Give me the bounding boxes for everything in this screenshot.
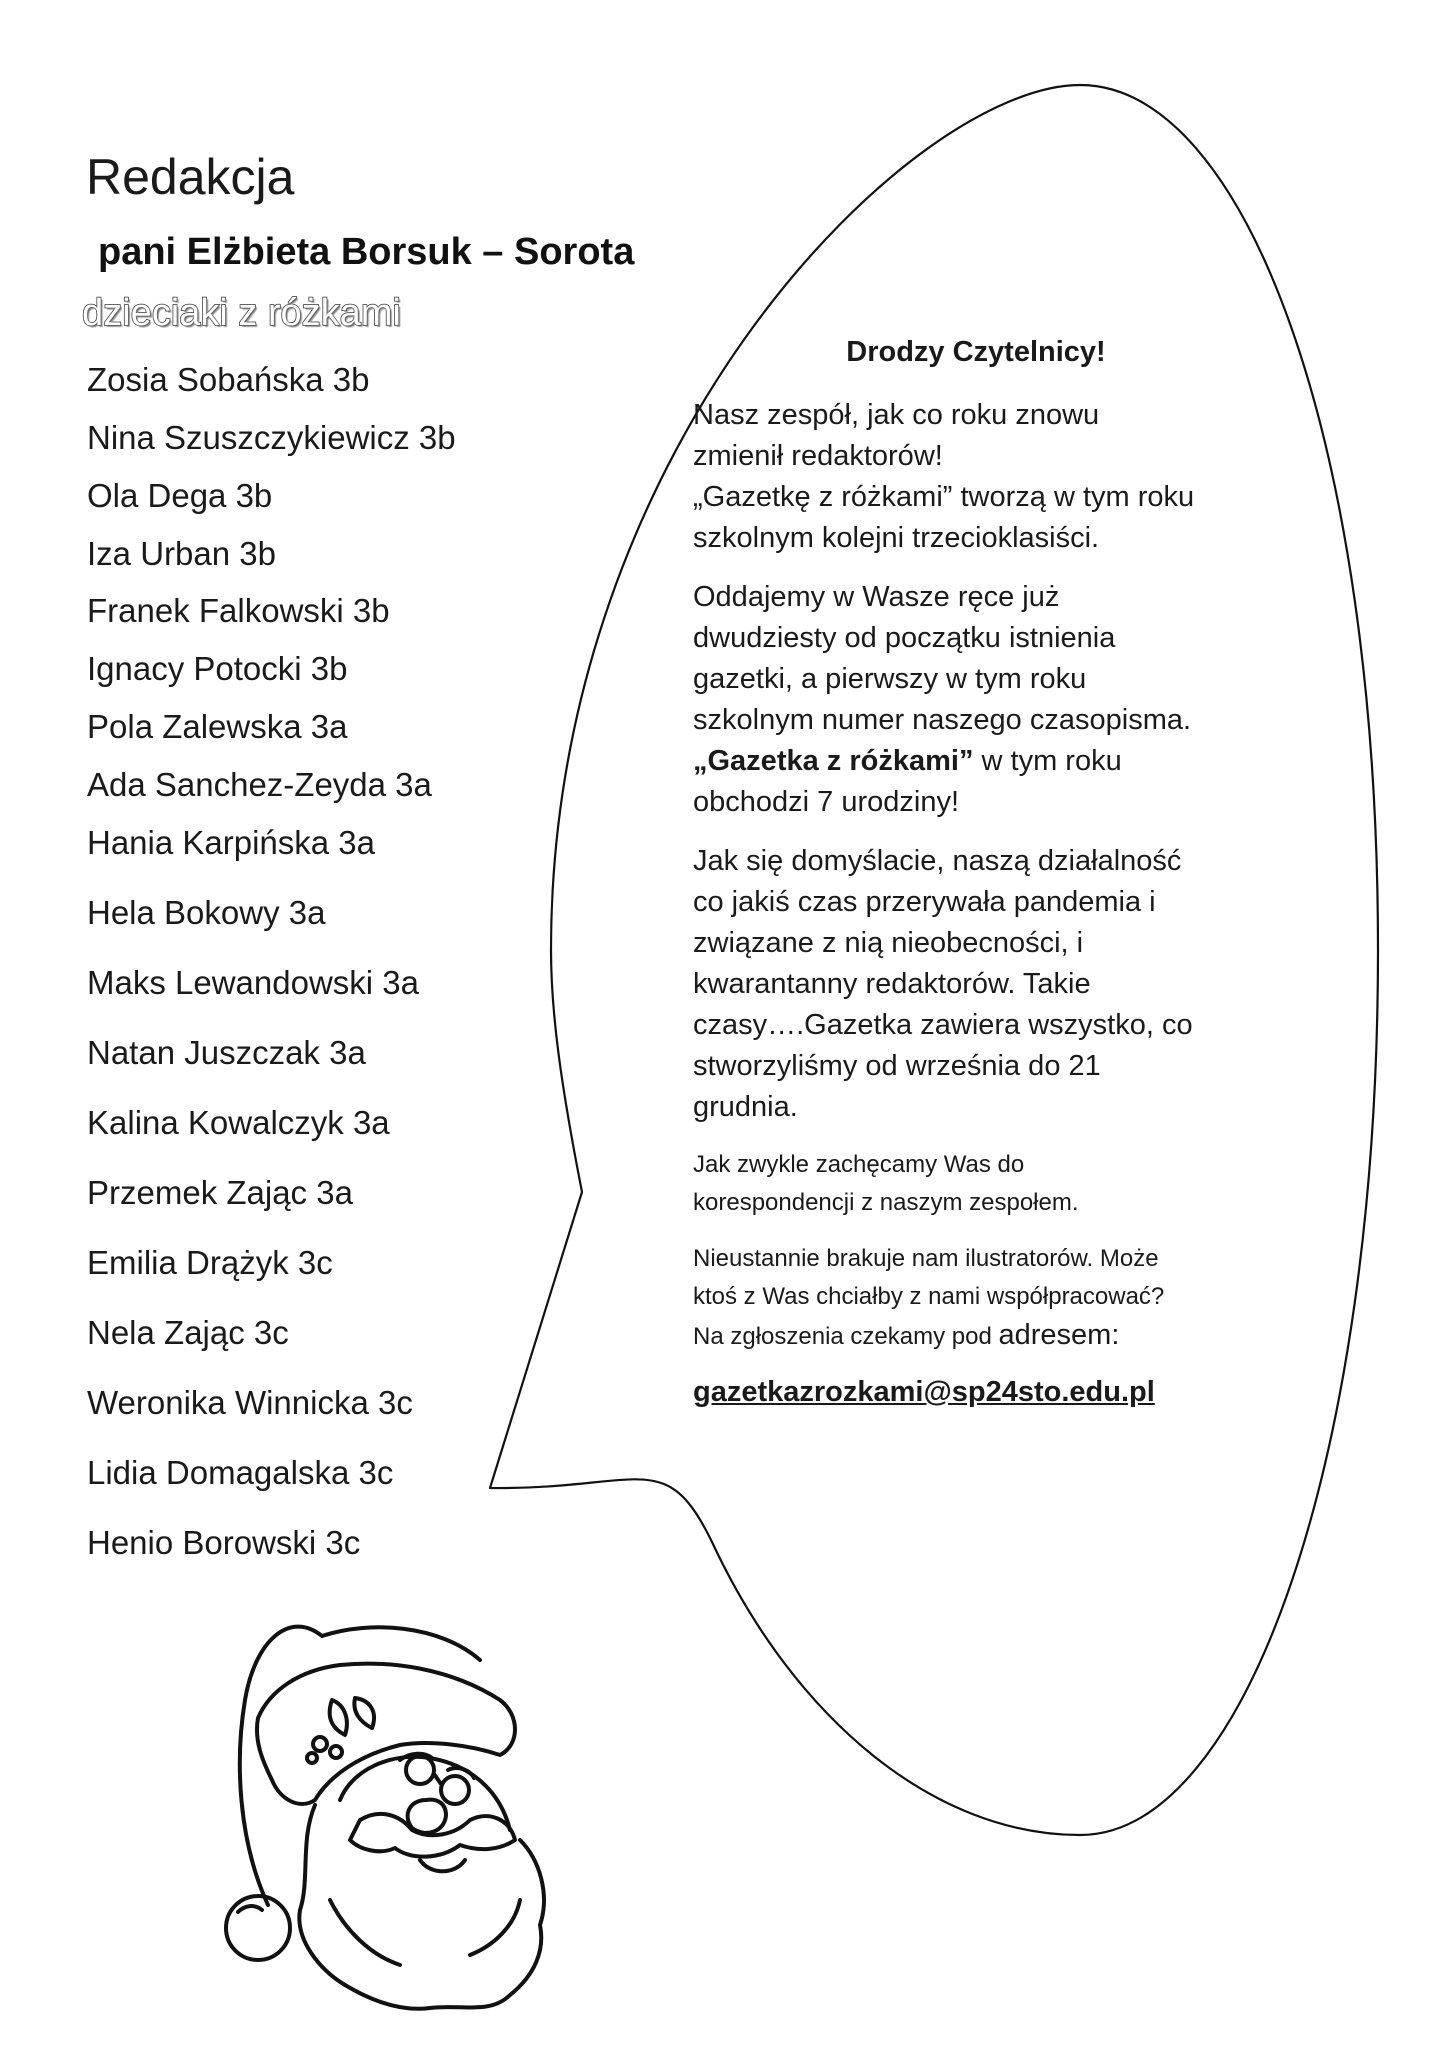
contact-email-link[interactable]: gazetkazrozkami@sp24sto.edu.pl xyxy=(693,1376,1155,1408)
member-item: Iza Urban 3b xyxy=(87,535,276,572)
member-item: Maks Lewandowski 3a xyxy=(87,964,419,1001)
member-item: Hela Bokowy 3a xyxy=(87,894,326,931)
member-item: Ola Dega 3b xyxy=(87,477,273,514)
member-item: Ignacy Potocki 3b xyxy=(87,650,348,687)
text-line: Oddajemy w Wasze ręce już xyxy=(693,581,1060,613)
text-line: ktoś z Was chciałby z nami współpracować? xyxy=(693,1283,1165,1310)
text-line: korespondencji z naszym zespołem. xyxy=(693,1189,1079,1216)
address-word: adresem: xyxy=(998,1319,1120,1351)
text-line: obchodzi 7 urodziny! xyxy=(693,786,959,818)
text-line: kwarantanny redaktorów. Takie xyxy=(693,968,1091,1000)
page-title: Redakcja xyxy=(86,149,295,205)
member-item: Pola Zalewska 3a xyxy=(87,708,348,745)
text-fragment: w tym roku xyxy=(973,745,1122,777)
team-subtitle: dzieciaki z różkami xyxy=(82,292,401,334)
member-item: Weronika Winnicka 3c xyxy=(87,1384,413,1421)
text-line: Nasz zespół, jak co roku znowu xyxy=(693,399,1100,431)
nose-icon xyxy=(408,1800,446,1833)
text-line: czasy….Gazetka zawiera wszystko, co xyxy=(693,1009,1193,1041)
member-item: Natan Juszczak 3a xyxy=(87,1034,366,1071)
text-line: szkolnym numer naszego czasopisma. xyxy=(693,704,1192,736)
text-line: Jak zwykle zachęcamy Was do xyxy=(693,1151,1025,1178)
member-item: Nela Zając 3c xyxy=(87,1314,289,1351)
member-item: Henio Borowski 3c xyxy=(87,1524,361,1561)
greeting-heading: Drodzy Czytelnicy! xyxy=(846,336,1106,368)
member-item: Hania Karpińska 3a xyxy=(87,824,376,861)
text-line: związane z nią nieobecności, i xyxy=(693,927,1084,959)
text-line: grudnia. xyxy=(693,1091,798,1123)
gazette-name: „Gazetka z różkami” xyxy=(693,745,974,777)
text-line: „Gazetkę z różkami” tworzą w tym roku xyxy=(693,481,1195,513)
text-line: gazetki, a pierwszy w tym roku xyxy=(693,663,1087,695)
text-line: dwudziesty od początku istnienia xyxy=(693,622,1116,654)
member-item: Nina Szuszczykiewicz 3b xyxy=(87,419,456,456)
member-item: Kalina Kowalczyk 3a xyxy=(87,1104,390,1141)
text-line: stworzyliśmy od września do 21 xyxy=(693,1050,1101,1082)
member-item: Emilia Drążyk 3c xyxy=(87,1244,333,1281)
text-fragment: Na zgłoszenia czekamy pod xyxy=(693,1323,999,1350)
holly-icon xyxy=(330,1700,347,1735)
text-line: co jakiś czas przerywała pandemia i xyxy=(693,886,1156,918)
member-item: Franek Falkowski 3b xyxy=(87,592,390,629)
text-line: Nieustannie brakuje nam ilustratorów. Może xyxy=(693,1245,1159,1272)
text-line: zmienił redaktorów! xyxy=(693,440,943,472)
text-line: Jak się domyślacie, naszą działalność xyxy=(693,845,1182,877)
member-item: Zosia Sobańska 3b xyxy=(87,361,370,398)
hat-icon xyxy=(240,1627,322,1905)
editor-name: pani Elżbieta Borsuk – Sorota xyxy=(98,231,635,273)
member-item: Przemek Zając 3a xyxy=(87,1174,353,1211)
text-line: szkolnym kolejni trzecioklasiści. xyxy=(693,522,1100,554)
member-item: Ada Sanchez-Zeyda 3a xyxy=(87,766,432,803)
member-item: Lidia Domagalska 3c xyxy=(87,1454,394,1491)
